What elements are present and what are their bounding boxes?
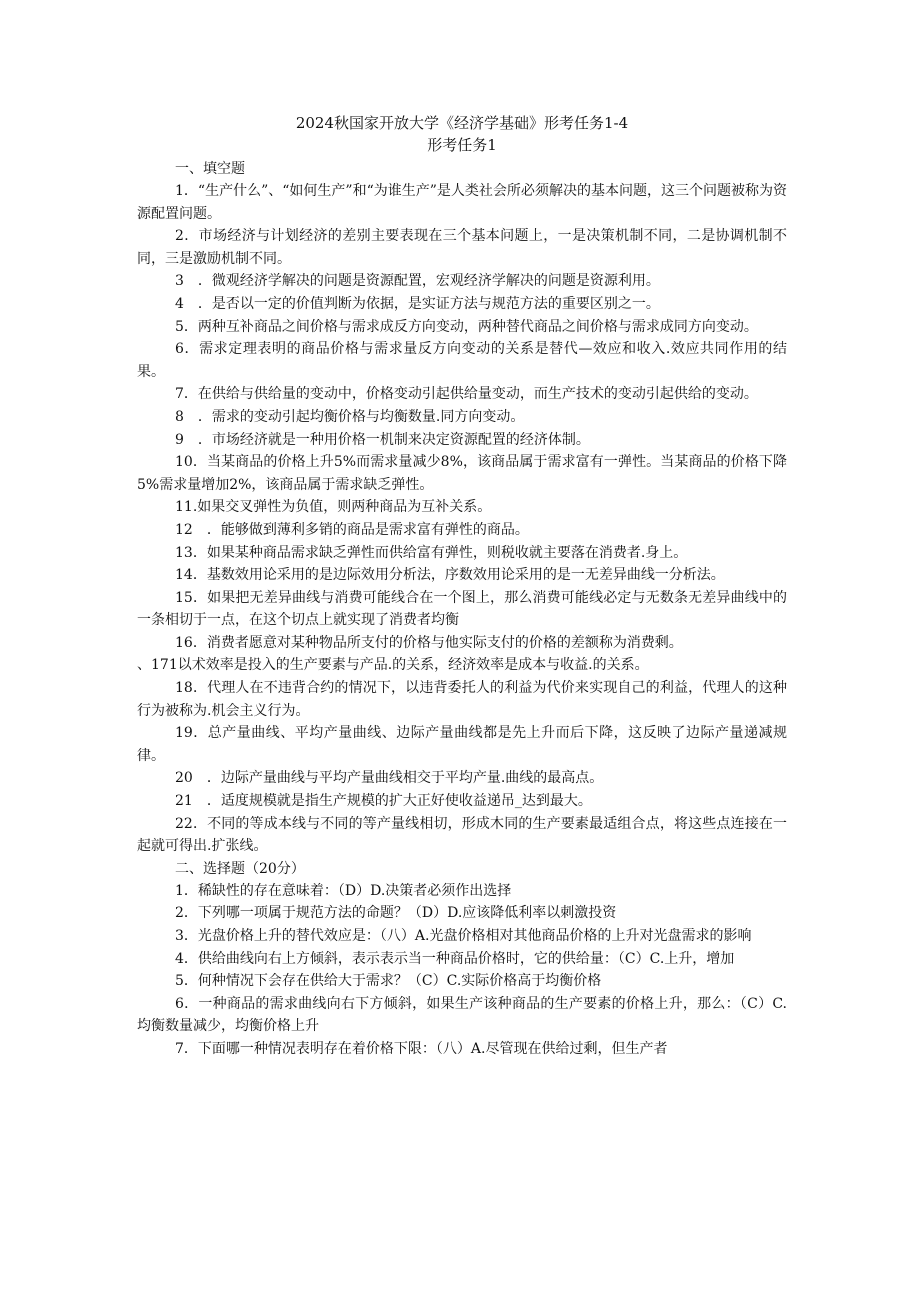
fill-item-19: 19．总产量曲线、平均产量曲线、边际产量曲线都是先上升而后下降，这反映了边际产量递减规律。 (137, 725, 787, 764)
fill-item-3: 3 ．微观经济学解决的问题是资源配置，宏观经济学解决的问题是资源利用。 (175, 273, 660, 290)
section-heading-fill: 一、填空题 (175, 161, 245, 177)
choice-item-1: 1．稀缺性的存在意味着：（D）D.决策者必须作出选择 (175, 882, 512, 899)
fill-item-8: 8 ．需求的变动引起均衡价格与均衡数量.同方向变动。 (175, 408, 525, 425)
fill-item-17: 、171以术效率是投入的生产要素与产品.的关系，经济效率是成本与收益.的关系。 (137, 657, 649, 674)
choice-item-3: 3．光盘价格上升的替代效应是：（八）A.光盘价格相对其他商品价格的上升对光盘需求的影响 (175, 928, 752, 944)
choice-item-2: 2．下列哪一项属于规范方法的命题？（D）D.应该降低利率以刺激投资 (175, 905, 617, 922)
fill-item-10: 10．当某商品的价格上升5%而需求量减少8%，该商品属于需求富有一弹性。当某商品的价格下降5%需求量增加2%，该商品属于需求缺乏弹性。 (137, 454, 787, 493)
fill-item-12: 12 ．能够做到薄利多销的商品是需求富有弹性的商品。 (175, 521, 529, 538)
fill-item-9: 9 ．市场经济就是一种用价格一机制来决定资源配置的经济体制。 (175, 431, 590, 448)
fill-item-13: 13．如果某种商品需求缺乏弹性而供给富有弹性，则税收就主要落在消费者.身上。 (175, 544, 688, 561)
fill-item-6: 6．需求定理表明的商品价格与需求量反方向变动的关系是替代—效应和收入.效应共同作用的结果。 (137, 341, 787, 380)
fill-item-20: 20 ．边际产量曲线与平均产量曲线相交于平均产量.曲线的最高点。 (175, 770, 604, 787)
document-title: 2024秋国家开放大学《经济学基础》形考任务1-4 (295, 114, 629, 132)
choice-item-7: 7．下面哪一种情况表明存在着价格下限：（八）A.尽管现在供给过剩，但生产者 (175, 1040, 668, 1057)
fill-item-7: 7．在供给与供给量的变动中，价格变动引起供给量变动，而生产技术的变动引起供给的变动。 (175, 386, 758, 403)
document-page (137, 112, 787, 1061)
fill-item-18: 18．代理人在不违背合约的情况下，以违背委托人的利益为代价来实现自己的利益，代理人的这种行为被称为.机会主义行为。 (137, 680, 787, 719)
fill-item-1: 1．“生产什么”、“如何生产”和“为谁生产”是人类社会所必须解决的基本问题，这三个问题被称为资源配置问题。 (137, 183, 787, 222)
fill-item-22: 22．不同的等成本线与不同的等产量线相切，形成木同的生产要素最适组合点，将这些点连接在一起就可得出.扩张线。 (137, 815, 787, 855)
fill-item-14: 14．基数效用论采用的是边际效用分析法，序数效用论采用的是一无差异曲线一分析法。 (175, 567, 725, 584)
fill-item-4: 4 ．是否以一定的价值判断为依据，是实证方法与规范方法的重要区别之一。 (175, 295, 660, 312)
section-heading-choice: 二、选择题（20分） (175, 860, 305, 877)
fill-item-2: 2．市场经济与计划经济的差别主要表现在三个基本问题上，一是决策机制不同，二是协调机制不同，三是激励机制不同。 (137, 228, 787, 267)
document-subtitle: 形考任务1 (427, 136, 497, 154)
fill-item-21: 21 ．适度规模就是指生产规模的扩大正好使收益递吊_达到最大。 (175, 793, 592, 810)
fill-item-15: 15．如果把无差异曲线与消费可能线合在一个图上，那么消费可能线必定与无数条无差异曲线中的一条相切于一点，在这个切点上就实现了消费者均衡 (137, 589, 787, 629)
choice-item-6: 6．一种商品的需求曲线向右下方倾斜，如果生产该种商品的生产要素的价格上升，那么：（C）C.均衡数量减少，均衡价格上升 (137, 995, 787, 1035)
choice-item-5: 5．何种情况下会存在供给大于需求？（C）C.实际价格高于均衡价格 (175, 973, 602, 990)
fill-item-5: 5．两种互补商品之间价格与需求成反方向变动，两种替代商品之间价格与需求成同方向变动。 (175, 318, 758, 335)
fill-item-11: 11.如果交叉弹性为负值，则两种商品为互补关系。 (175, 499, 492, 516)
fill-item-16: 16．消费者愿意对某种物品所支付的价格与他实际支付的价格的差额称为消费剩。 (175, 634, 683, 651)
choice-item-4: 4．供给曲线向右上方倾斜，表示表示当一种商品价格时，它的供给量：（C）C.上升，增加 (175, 950, 735, 967)
